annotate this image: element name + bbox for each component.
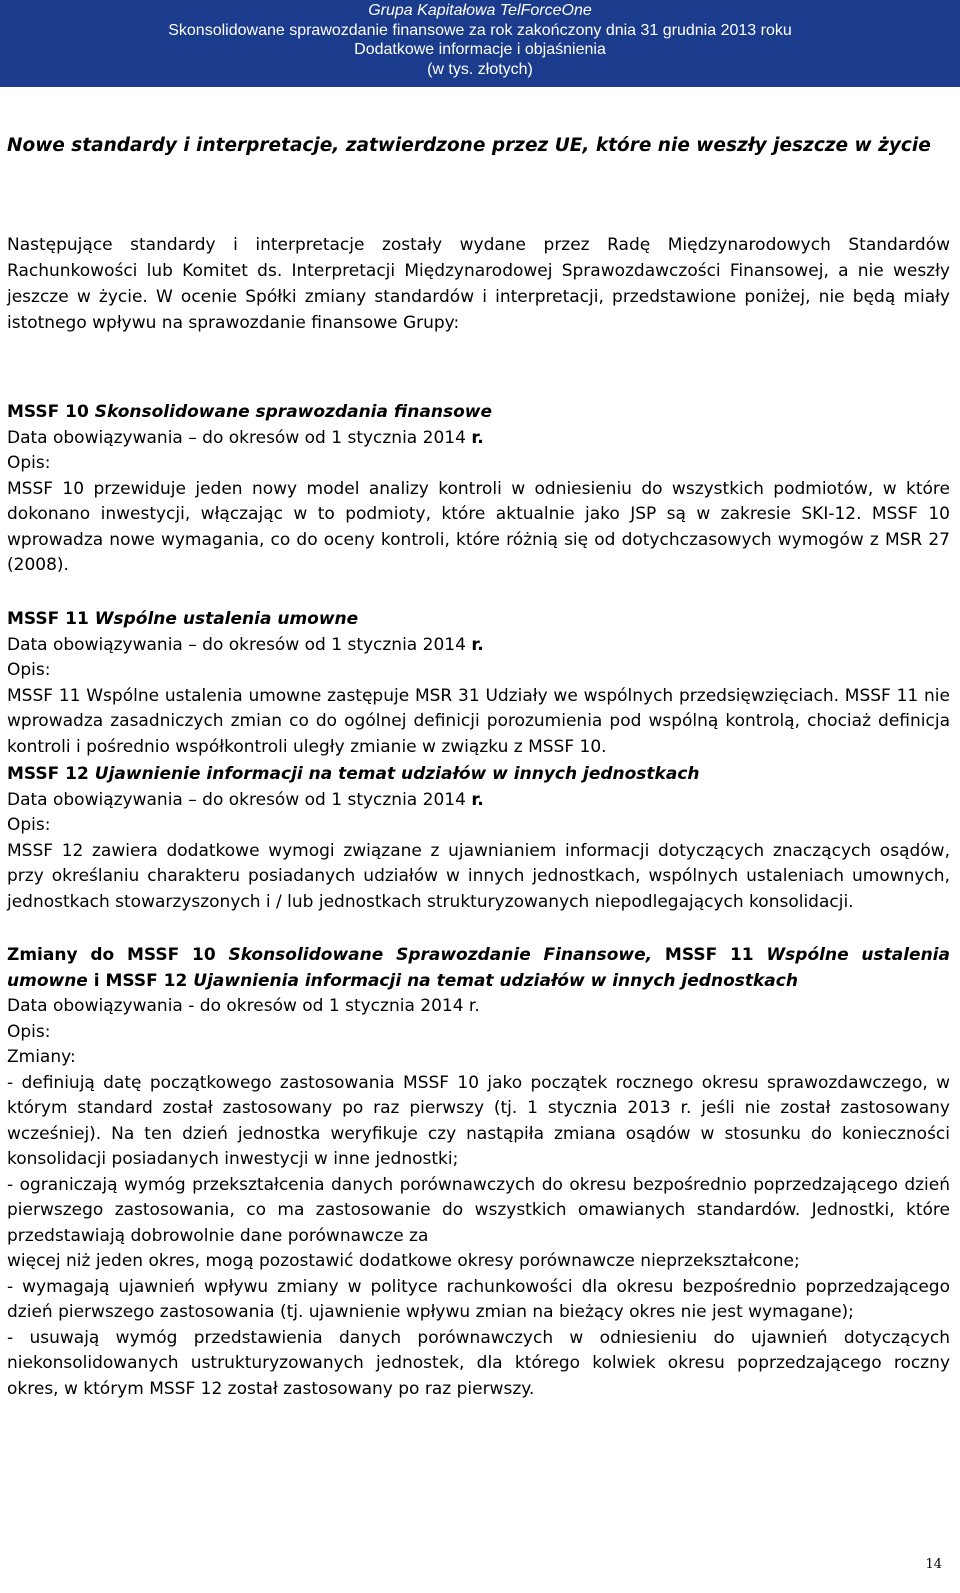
standard-name: Skonsolidowane sprawozdania finansowe bbox=[94, 402, 492, 422]
standard-code: MSSF 10 bbox=[7, 402, 89, 422]
page-number: 14 bbox=[925, 1557, 942, 1572]
amendments-title-part: Zmiany do MSSF 10 bbox=[7, 945, 216, 965]
change-paragraph: - definiują datę początkowego zastosowania MSSF 10 jako początek rocznego okresu sprawozdawczego, w którym standard został zastosowany po raz pierwszy (tj. 1 stycznia 2013 r. jeśli nie został zastosowany wcześniej). Na ten dzień jednostka weryfikuje czy nastąpiła zmiana osądów w stosunku do konieczności konsolidacji posiadanych inwestycji w inne jednostki; bbox=[7, 1072, 950, 1169]
standard-code: MSSF 11 bbox=[7, 609, 89, 629]
amendments-title-part: i MSSF 12 bbox=[93, 970, 188, 991]
amendments-title-part: MSSF 11 bbox=[664, 945, 754, 965]
effective-date: Data obowiązywania - do okresów od 1 stycznia 2014 r. bbox=[7, 996, 480, 1016]
standard-title bbox=[7, 762, 950, 788]
amendments-title-part: Wspólne ustalenia umowne bbox=[7, 945, 950, 991]
standard-mssf10 bbox=[7, 400, 950, 579]
effective-date-suffix: r. bbox=[471, 789, 484, 810]
standard-mssf12 bbox=[7, 762, 950, 915]
intro-paragraph: Następujące standardy i interpretacje zostały wydane przez Radę Międzynarodowych Standardów Rachunkowości lub Komitet ds. Interpretacji Międzynarodowej Sprawozdawczości Finansowej, a nie weszły jeszcze w życie. W ocenie Spółki zmiany standardów i interpretacji, przedstawione poniżej, nie będą miały istotnego wpływu na sprawozdanie finansowe Grupy: bbox=[7, 235, 950, 333]
section-heading: Nowe standardy i interpretacje, zatwierdzone przez UE, które nie weszły jeszcze w życie bbox=[7, 135, 931, 156]
change-paragraph: - wymagają ujawnień wpływu zmiany w polityce rachunkowości dla okresu bezpośrednio poprzedzającego dzień pierwszego zastosowania (tj. ujawnienie wpływu zmian na bieżący okres nie jest wymagane); bbox=[7, 1276, 950, 1322]
description-body: MSSF 12 zawiera dodatkowe wymogi związane z ujawnianiem informacji dotyczących znaczących osądów, przy określaniu charakteru posiadanych udziałów w innych jednostkach, wspólnych ustaleniach umownych, jednostkach stowarzyszonych i / lub jednostkach strukturyzowanych niepodlegających konsolidacji. bbox=[7, 840, 950, 912]
description-label: Opis: bbox=[7, 453, 51, 473]
effective-date-text: Data obowiązywania – do okresów od 1 stycznia 2014 bbox=[7, 789, 466, 810]
standard-title bbox=[7, 400, 950, 426]
description-label: Opis: bbox=[7, 1021, 51, 1042]
change-paragraph: - usuwają wymóg przedstawienia danych porównawczych w odniesieniu do ujawnień dotyczących niekonsolidowanych ustrukturyzowanych jednostek, dla którego kolwiek okresu poprzedzającego roczny okres, w którym MSSF 12 został zastosowany po raz pierwszy. bbox=[7, 1327, 950, 1399]
page-header bbox=[0, 0, 960, 87]
amendments-title-part: Ujawnienia informacji na temat udziałów w innych jednostkach bbox=[193, 970, 798, 991]
standard-title bbox=[7, 607, 950, 633]
amendments-title bbox=[7, 943, 950, 994]
effective-date-suffix: r. bbox=[471, 427, 484, 448]
header-unit: (w tys. złotych) bbox=[427, 60, 533, 78]
standard-mssf11 bbox=[7, 607, 950, 760]
header-section: Dodatkowe informacje i objaśnienia bbox=[354, 41, 606, 58]
effective-date-text: Data obowiązywania – do okresów od 1 stycznia 2014 bbox=[7, 634, 466, 655]
description-label: Opis: bbox=[7, 660, 51, 680]
effective-date bbox=[7, 788, 950, 814]
description-body: MSSF 10 przewiduje jeden nowy model analizy kontroli w odniesieniu do wszystkich podmiotów, w które dokonano inwestycji, włączając w to podmioty, które aktualnie jako JSP są w zakresie SKI-12. MSSF 10 wprowadza nowe wymagania, co do oceny kontroli, które różnią się od dotychczasowych wymogów z MSR 27 (2008). bbox=[7, 478, 950, 575]
effective-date bbox=[7, 633, 950, 659]
amendments-section bbox=[7, 943, 950, 1402]
standard-name: Ujawnienie informacji na temat udziałów w innych jednostkach bbox=[94, 764, 700, 784]
effective-date-text: Data obowiązywania – do okresów od 1 stycznia 2014 bbox=[7, 427, 466, 448]
standard-code: MSSF 12 bbox=[7, 764, 89, 784]
effective-date bbox=[7, 426, 950, 452]
change-paragraph: więcej niż jeden okres, mogą pozostawić dodatkowe okresy porównawcze nieprzekształcone; bbox=[7, 1251, 800, 1271]
effective-date-suffix: r. bbox=[471, 634, 484, 655]
header-company: Grupa Kapitałowa TelForceOne bbox=[368, 2, 592, 19]
changes-label: Zmiany: bbox=[7, 1047, 76, 1067]
header-report-title: Skonsolidowane sprawozdanie finansowe za rok zakończony dnia 31 grudnia 2013 roku bbox=[168, 21, 792, 39]
change-paragraph: - ograniczają wymóg przekształcenia danych porównawczych do okresu bezpośrednio poprzedzającego dzień pierwszego zastosowania, co ma zastosowanie do wszystkich omawianych standardów. Jednostki, które przedstawiają dobrowolnie dane porównawcze za bbox=[7, 1174, 950, 1246]
standard-name: Wspólne ustalenia umowne bbox=[94, 609, 359, 629]
description-body: MSSF 11 Wspólne ustalenia umowne zastępuje MSR 31 Udziały we wspólnych przedsięwzięciach. MSSF 11 nie wprowadza zasadniczych zmian co do ogólnej definicji porozumienia pod wspólną kontrolą, chociaż definicja kontroli i pośrednio współkontroli uległy zmianie w związku z MSSF 10. bbox=[7, 685, 950, 757]
description-label: Opis: bbox=[7, 815, 51, 835]
amendments-title-part: Skonsolidowane Sprawozdanie Finansowe, bbox=[228, 945, 653, 965]
